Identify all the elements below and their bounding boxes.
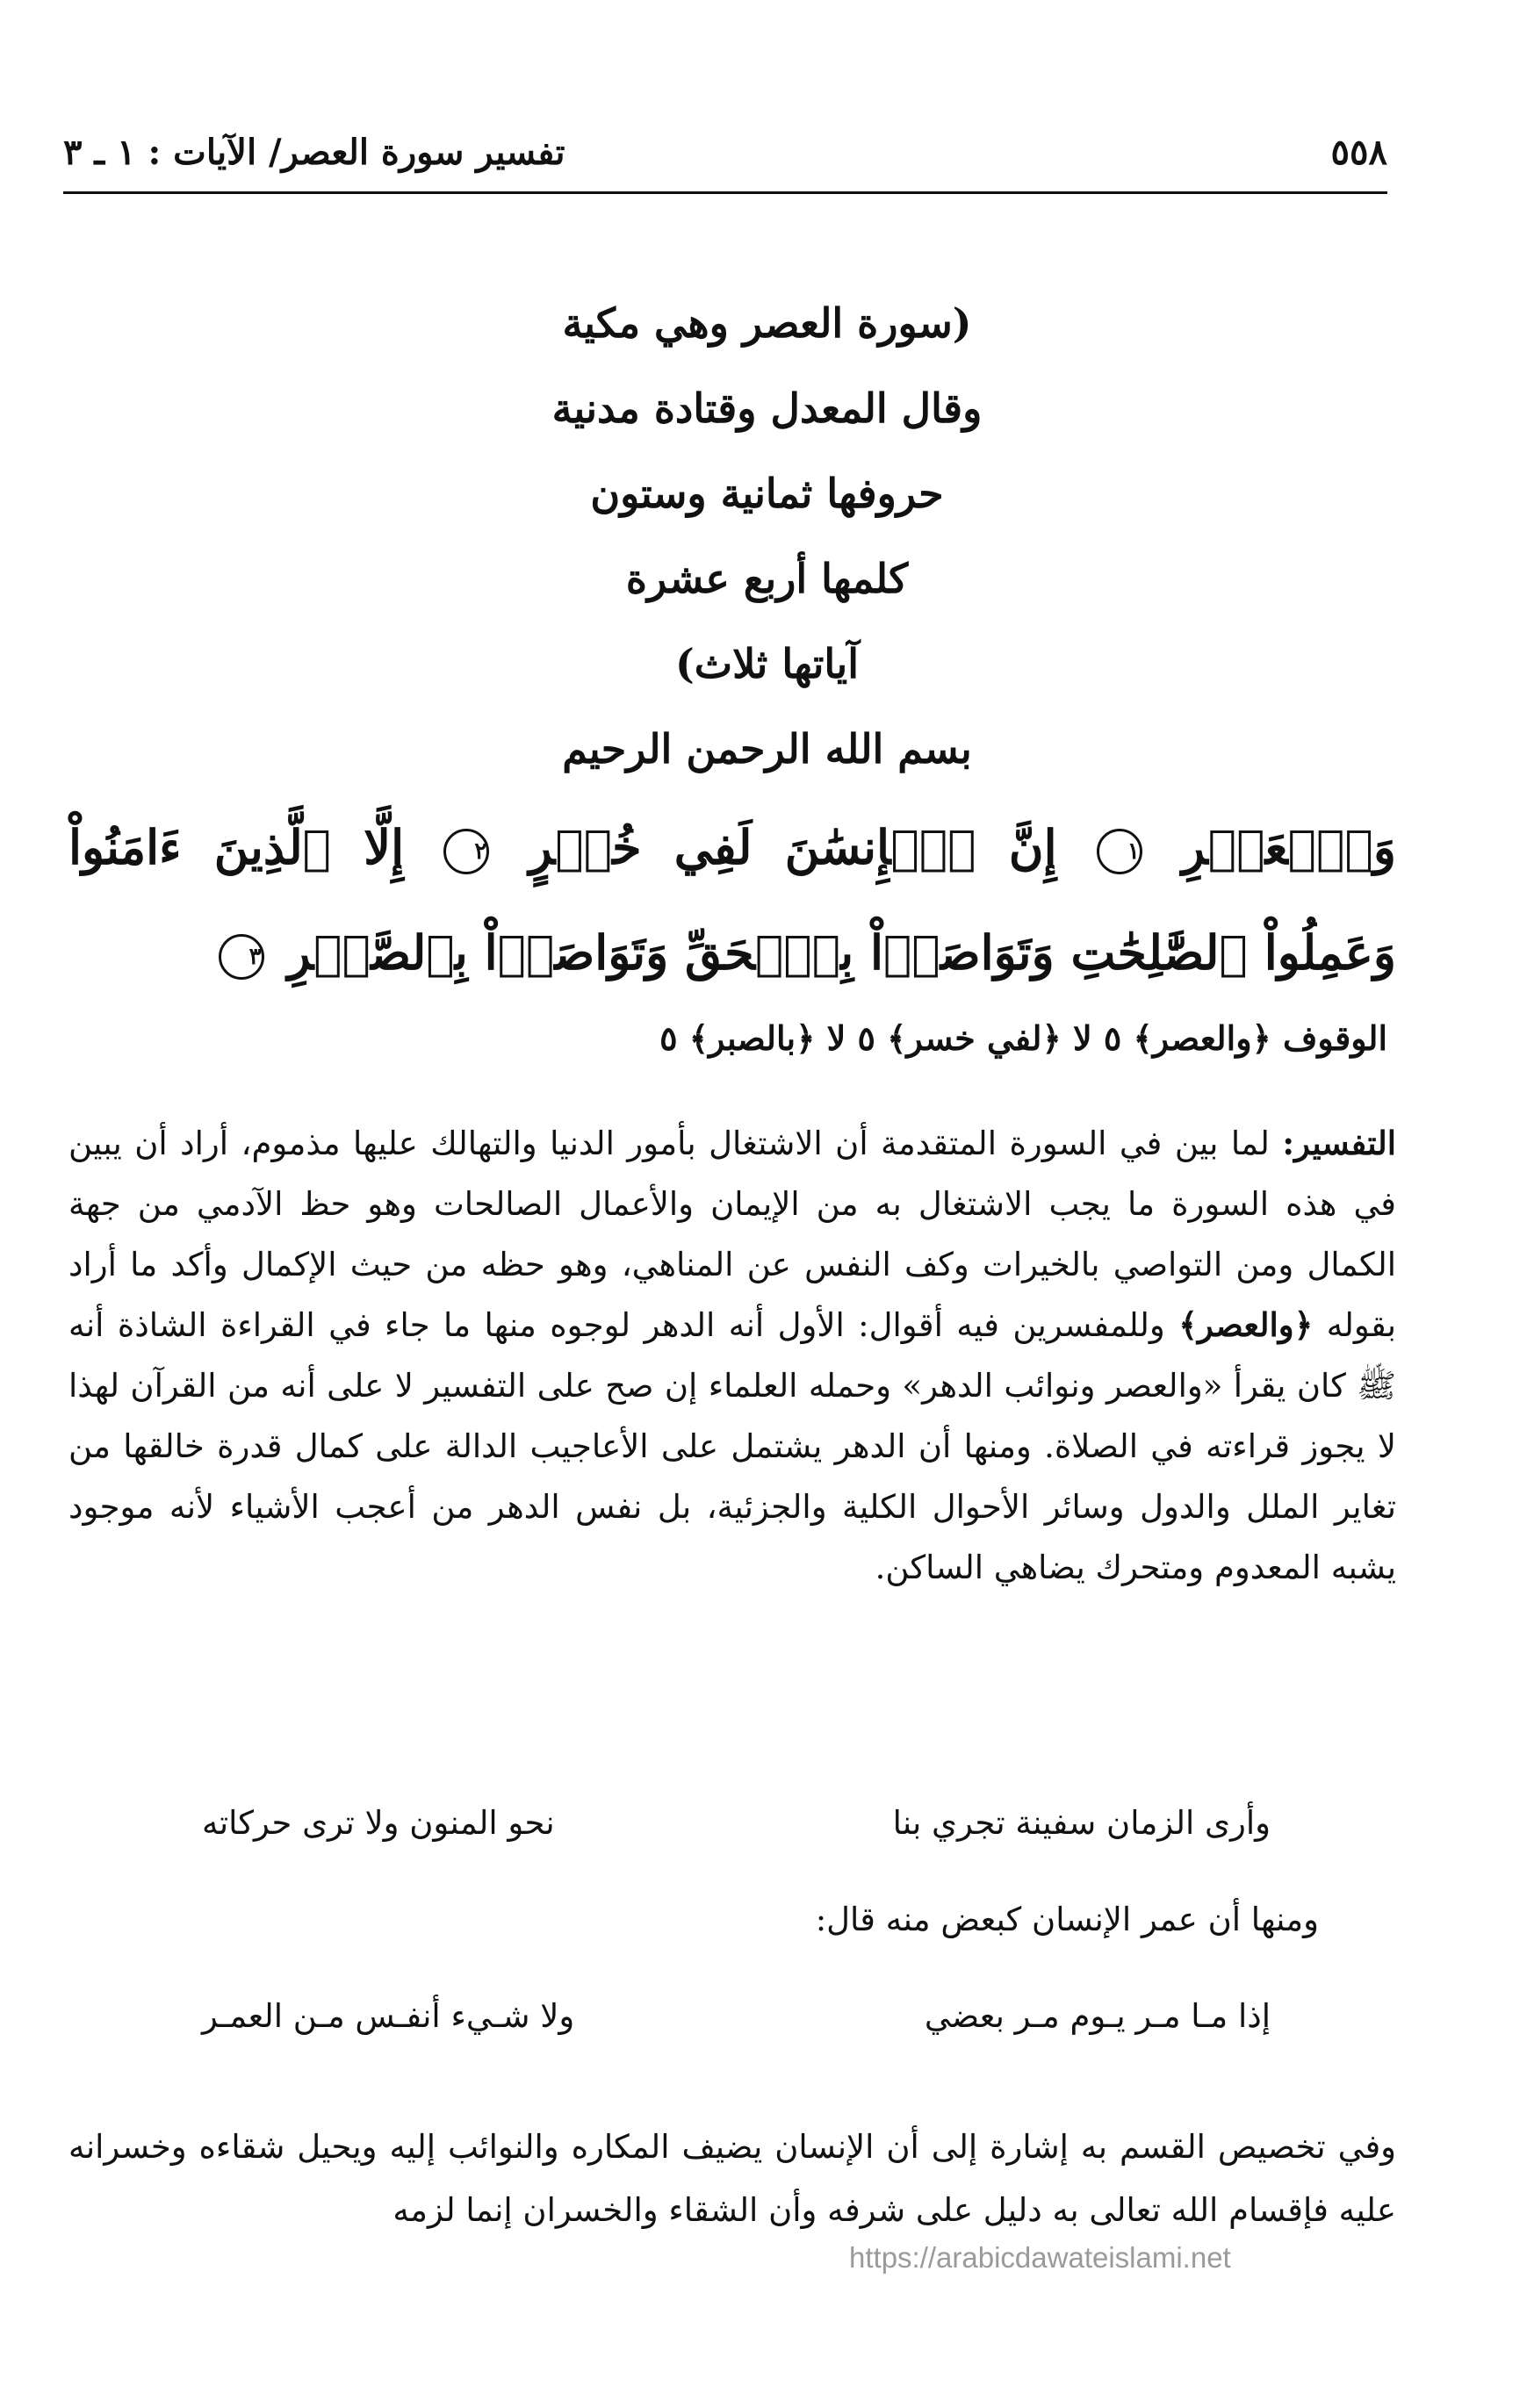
header-rule <box>63 191 1387 194</box>
tafsir-quote: ﴿والعصر﴾ <box>1178 1305 1314 1344</box>
surah-intro <box>0 281 1534 792</box>
quran-verses <box>68 794 1396 1005</box>
intro-line-5: آياتها ثلاث) <box>675 640 859 687</box>
poem-verse-2 <box>202 1997 1271 2050</box>
poem-intro-line: ومنها أن عمر الإنسان كبعض منه قال: <box>815 1901 1319 1938</box>
tafsir-label: التفسير: <box>1282 1124 1396 1162</box>
tafsir-paragraph <box>68 1113 1396 1598</box>
intro-line-2: وقال المعدل وقتادة مدنية <box>551 385 983 432</box>
closing-paragraph: وفي تخصيص القسم به إشارة إلى أن الإنسان يضيف المكاره والنوائب إليه ويحيل شقاءه وخسرانه عليه فإقسام الله تعالى به دليل على شرفه وأن الشقاء والخسران إنما لزمه <box>68 2128 1396 2229</box>
tafsir-text-1: لما بين في السورة المتقدمة أن الاشتغال بأمور الدنيا والتهالك عليها مذموم، أراد أن يبين في هذه السورة ما يجب الاشتغال به من الإيمان والأعمال الصالحات وهو حظ الآدمي من جهة الكمال ومن التواصي بالخيرات وكف النفس عن المناهي، وهو حظه من حيث الإكمال وأكد ما أراد بقوله <box>68 1125 1396 1344</box>
basmala: بسم الله الرحمن الرحيم <box>562 725 972 773</box>
waqf-line: الوقوف ﴿والعصر﴾ ٥ لا ﴿لفي خسر﴾ ٥ لا ﴿بالصبر﴾ ٥ <box>659 1018 1387 1058</box>
verse-1: وَٱلۡعَصۡرِ <box>1182 819 1396 875</box>
ayah-marker-1: ١ <box>1097 829 1142 874</box>
poem-2-first-hemistich: إذا مـا مـر يـوم مـر بعضي <box>924 1997 1271 2035</box>
watermark-url: https://arabicdawateislami.net <box>849 2241 1231 2274</box>
page-number: ٥٥٨ <box>1330 132 1387 173</box>
running-title: تفسير سورة العصر/ الآيات : ١ ـ ٣ <box>63 132 565 173</box>
ayah-marker-2: ٢ <box>443 829 489 874</box>
verse-2: إِنَّ ٱلۡإِنسَٰنَ لَفِي خُسۡرٍ <box>529 819 1057 875</box>
poem-verse-1 <box>202 1804 1271 1857</box>
verse-3: إِلَّا ٱلَّذِينَ ءَامَنُواْ وَعَمِلُواْ ٱلصَّٰلِحَٰتِ وَتَوَاصَوۡاْ بِٱلۡحَقِّ وَتَوَاصَوۡاْ بِٱلصَّبۡرِ <box>68 819 1396 981</box>
intro-line-1: (سورة العصر وهي مكية <box>562 299 972 347</box>
tafsir-text-2: وللمفسرين فيه أقوال: الأول أنه الدهر لوجوه منها ما جاء في القراءة الشاذة أنه ﷺ كان يقرأ «والعصر ونوائب الدهر» وحمله العلماء إن صح على التفسير لا على أنه من القرآن لهذا لا يجوز قراءته في الصلاة. ومنها أن الدهر يشتمل على الأعاجيب الدالة على كمال قدرة خالقها من تغاير الملل والدول وسائر الأحوال الكلية والجزئية، بل نفس الدهر من أعجب الأشياء لأنه موجود يشبه المعدوم ومتحرك يضاهي الساكن. <box>68 1306 1396 1586</box>
page-header <box>63 132 1387 193</box>
poem-1-second-hemistich: نحو المنون ولا ترى حركاته <box>202 1804 555 1842</box>
ayah-marker-3: ٣ <box>219 934 264 980</box>
intro-line-4: كلمها أربع عشرة <box>625 555 909 602</box>
poem-1-first-hemistich: وأرى الزمان سفينة تجري بنا <box>892 1804 1271 1842</box>
poem-2-second-hemistich: ولا شـيء أنفـس مـن العمـر <box>202 1997 575 2035</box>
intro-line-3: حروفها ثمانية وستون <box>590 470 944 517</box>
